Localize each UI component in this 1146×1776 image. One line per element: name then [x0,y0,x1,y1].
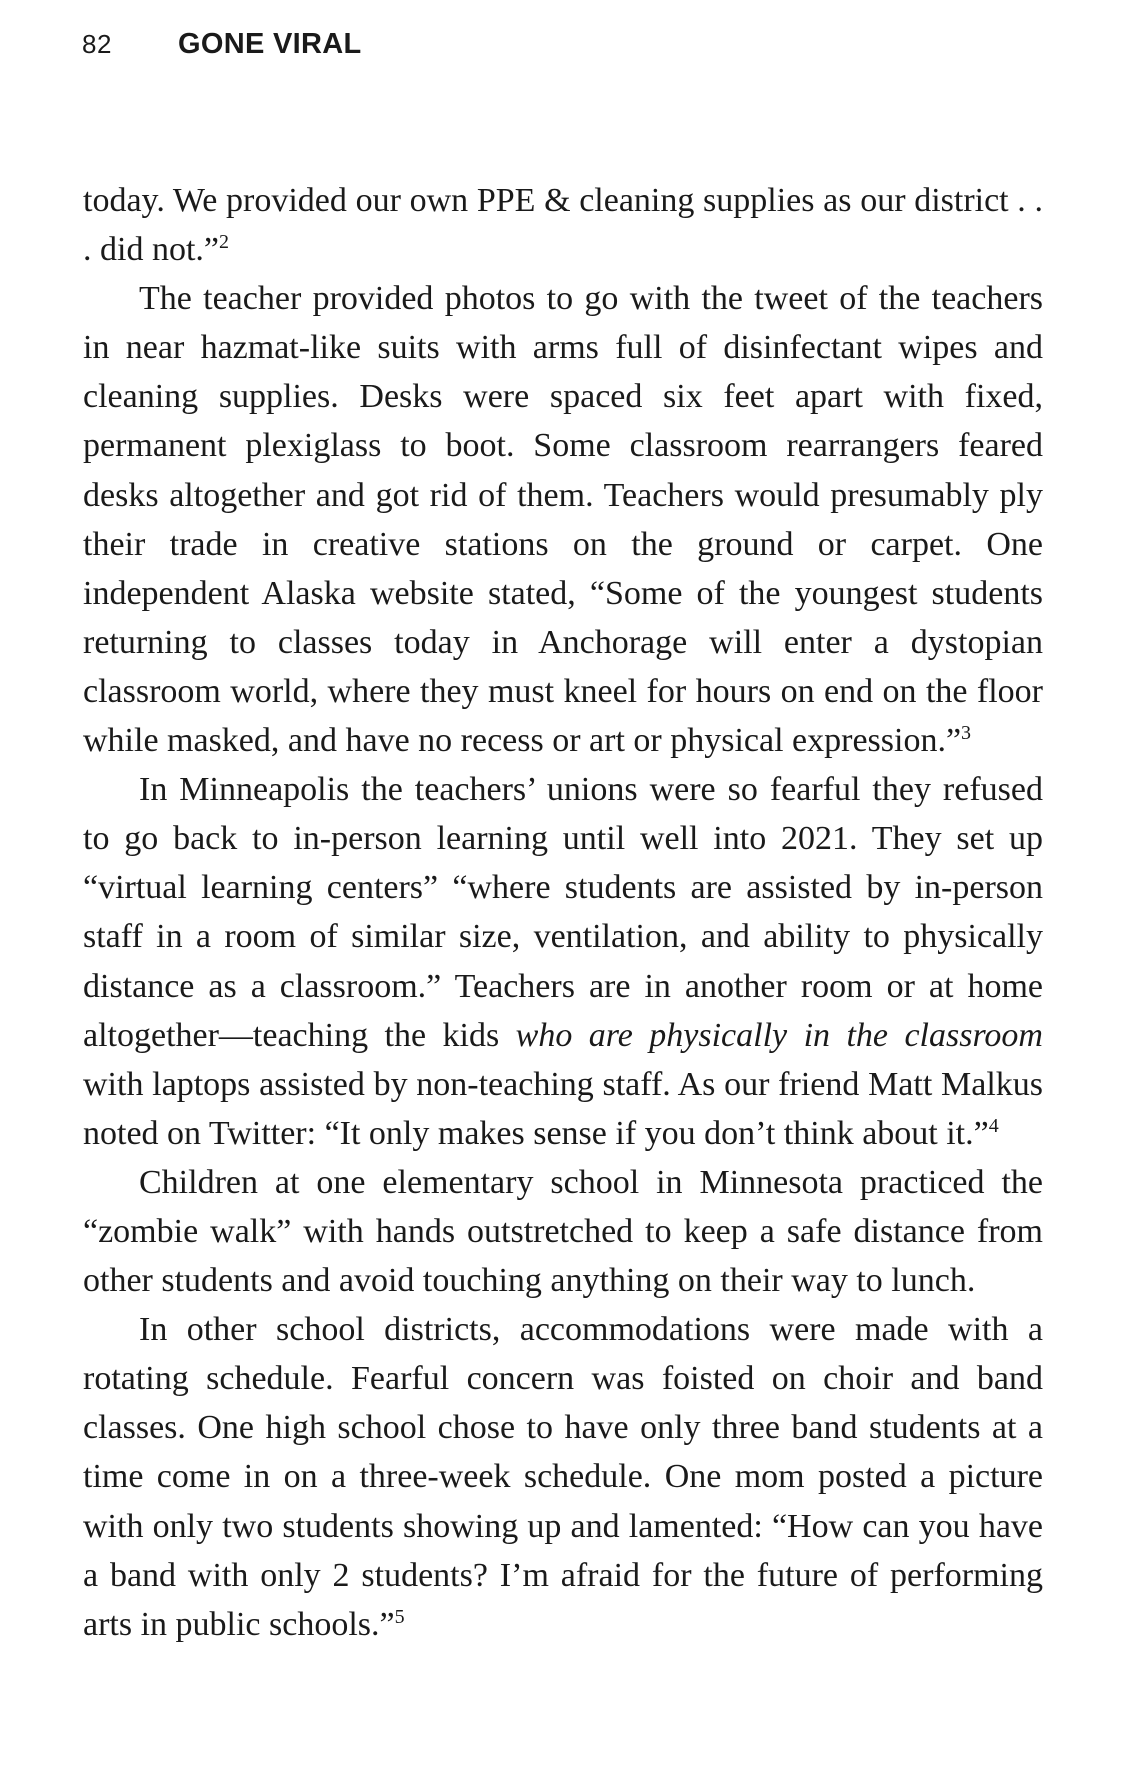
footnote-ref-2: 2 [218,231,229,254]
page-number: 82 [82,29,112,59]
paragraph-1-text: today. We provided our own PPE & cleaning supplies as our district . . . did not.” [83,182,1043,269]
footnote-ref-3: 3 [961,722,972,745]
paragraph-2 [83,274,1043,765]
running-header [82,28,361,68]
paragraph-2-text: The teacher provided photos to go with the tweet of the teachers in near hazmat-like suits with arms full of disinfectant wipes and cleaning supplies. Desks were spaced six feet apart with fixed, permanent plexiglass to boot. Some classroom rearrangers feared desks altogether and got rid of them. Teachers would presumably ply their trade in creative stations on the ground or carpet. One independent Alaska website stated, “Some of the youngest students returning to classes today in Anchorage will enter a dystopian classroom world, where they must kneel for hours on end on the floor while masked, and have no recess or art or physical expression.” [83,280,1043,760]
paragraph-1 [83,176,1043,274]
paragraph-4-text: Children at one elementary school in Minnesota practiced the “zombie walk” with hands outstretched to keep a safe distance from other students and avoid touching anything on their way to lunch. [83,1163,1043,1300]
paragraph-4 [83,1158,1043,1305]
footnote-ref-4: 4 [988,1114,999,1137]
paragraph-3-emphasis: who are physically in the classroom [515,1016,1043,1054]
footnote-ref-5: 5 [394,1605,405,1628]
running-title: GONE VIRAL [178,28,362,60]
paragraph-3 [83,765,1043,1158]
paragraph-3-text-a: In Minneapolis the teachers’ unions were so fearful they refused to go back to in-person learning until well into 2021. They set up “virtual learning centers” “where students are assisted by in-person staff in a room of similar size, ventilation, and ability to physically distance as a classroom.” Teachers are in another room or at home altogether—teaching the kids [83,771,1043,1054]
body-text [83,176,1043,1649]
paragraph-5-text: In other school districts, accommodations were made with a rotating schedule. Fearful concern was foisted on choir and band classes. One high school chose to have only three band students at a time come in on a three-week schedule. One mom posted a picture with only two students showing up and lamented: “How can you have a band with only 2 students? I’m afraid for the future of performing arts in public schools.” [83,1311,1043,1643]
paragraph-5 [83,1305,1043,1649]
paragraph-3-text-b: with laptops assisted by non-teaching staff. As our friend Matt Malkus noted on Twitter: “It only makes sense if you don’t think about it.” [83,1065,1043,1152]
